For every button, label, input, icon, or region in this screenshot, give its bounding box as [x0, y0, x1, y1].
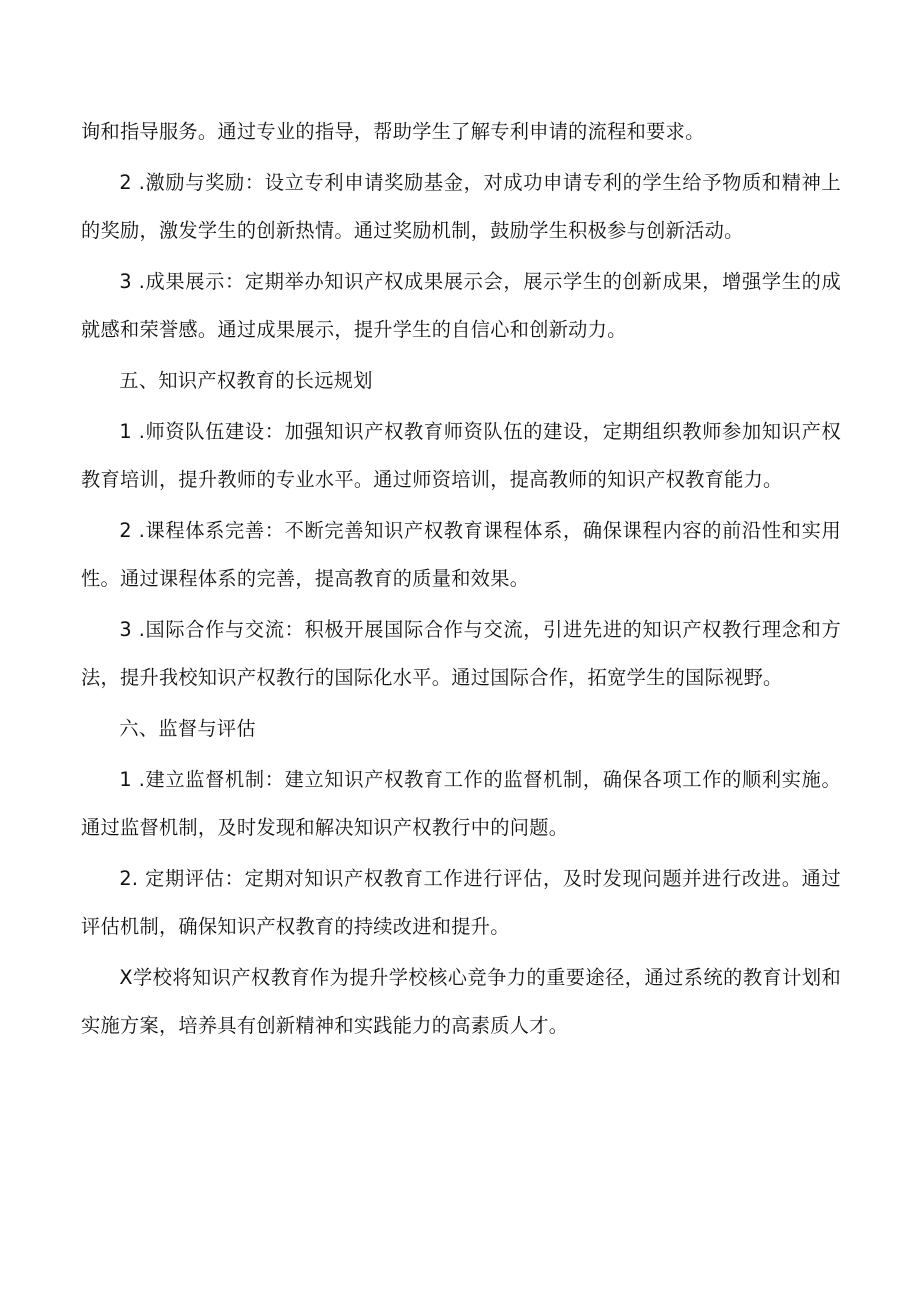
- section-heading-supervision-evaluation: 六、监督与评估: [119, 717, 256, 740]
- paragraph-conclusion: X学校将知识产权教育作为提升学校核心竞争力的重要途径，通过系统的教育计划和实施方案，培养具有创新精神和实践能力的高素质人才。: [81, 966, 841, 1037]
- paragraph-regular-evaluation: 2. 定期评估：定期对知识产权教育工作进行评估，及时发现问题并进行改进。通过评估机制，确保知识产权教育的持续改进和提升。: [81, 867, 841, 938]
- paragraph-achievement-showcase: 3 .成果展示：定期举办知识产权成果展示会，展示学生的创新成果，增强学生的成就感和荣誉感。通过成果展示，提升学生的自信心和创新动力。: [81, 270, 841, 341]
- paragraph-curriculum-improvement: 2 .课程体系完善：不断完善知识产权教育课程体系，确保课程内容的前沿性和实用性。通过课程体系的完善，提高教育的质量和效果。: [81, 519, 841, 590]
- paragraph-international-cooperation: 3 .国际合作与交流：积极开展国际合作与交流，引进先进的知识产权教行理念和方法，提升我校知识产权教行的国际化水平。通过国际合作，拓宽学生的国际视野。: [81, 618, 841, 689]
- paragraph-advisory-services-continued: 询和指导服务。通过专业的指导，帮助学生了解专利申请的流程和要求。: [81, 120, 705, 143]
- paragraph-faculty-building: 1 .师资队伍建设：加强知识产权教育师资队伍的建设，定期组织教师参加知识产权教育培训，提升教师的专业水平。通过师资培训，提高教师的知识产权教育能力。: [81, 420, 841, 491]
- document-body: [81, 108, 841, 1053]
- paragraph-supervision-mechanism: 1 .建立监督机制：建立知识产权教育工作的监督机制，确保各项工作的顺利实施。通过监督机制，及时发现和解决知识产权教行中的问题。: [81, 768, 841, 839]
- paragraph-incentives-rewards: 2 .激励与奖励：设立专利申请奖励基金，对成功申请专利的学生给予物质和精神上的奖励，激发学生的创新热情。通过奖励机制，鼓励学生积极参与创新活动。: [81, 171, 841, 242]
- section-heading-long-term-planning: 五、知识产权教育的长远规划: [119, 369, 373, 392]
